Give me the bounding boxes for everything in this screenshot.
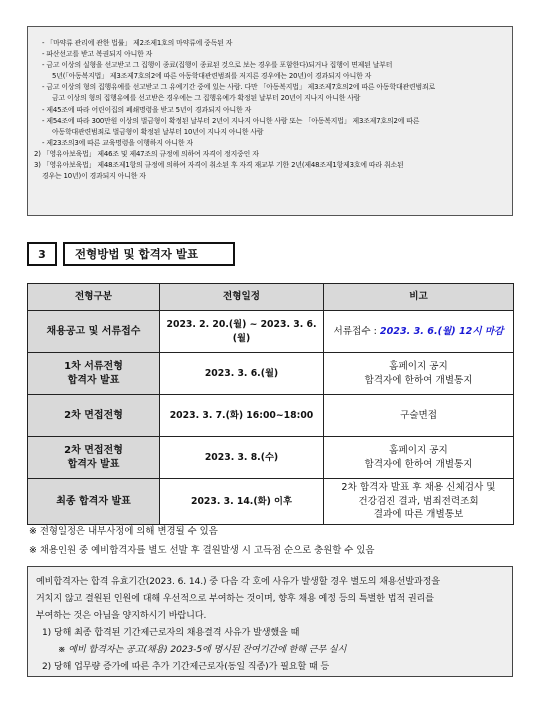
stage-label: 최종 합격자 발표 xyxy=(56,495,131,507)
column-header: 전형구분 xyxy=(28,284,160,311)
section-number: 3 xyxy=(27,242,57,266)
stage-label: 채용공고 및 서류접수 xyxy=(46,325,141,337)
column-header: 비고 xyxy=(324,284,514,311)
stage-label: 1차 서류전형 xyxy=(64,361,123,372)
disqualification-item-cont: 경우는 10년)이 경과되지 아니한 자 xyxy=(42,172,146,181)
stage-label: 합격자 발표 xyxy=(67,458,120,470)
disqualification-item-cont: 금고 이상의 형의 집행유예를 선고받은 경우에는 그 집행유예가 확정된 날부터 20년이 지나지 아니한 사람 xyxy=(52,94,361,103)
table-row xyxy=(28,479,514,525)
table-row xyxy=(28,437,514,479)
reserve-condition-item: 2) 당해 업무량 증가에 따른 추가 기간제근로자(동일 직종)가 필요할 때 등 xyxy=(42,662,330,672)
stage-cell xyxy=(28,479,160,525)
note-line: 건강검진 결과, 범죄전력조회 xyxy=(358,495,479,507)
note-line: 합격자에 한하여 개별통지 xyxy=(364,458,473,470)
section-title: 전형방법 및 합격자 발표 xyxy=(63,242,235,266)
disqualification-item: - 금고 이상의 형의 집행유예를 선고받고 그 유예기간 중에 있는 사람. 다만 「아동복지법」 제3조제7호의2에 따른 아동학대관련범죄로 xyxy=(42,83,435,92)
note-cell xyxy=(324,311,514,353)
date-cell: 2023. 3. 8.(수) xyxy=(160,437,324,479)
schedule-table xyxy=(27,283,514,525)
note-line: 결과에 따른 개별통보 xyxy=(373,509,464,521)
schedule-change-note: ※ 전형일정은 내부사정에 의해 변경될 수 있음 xyxy=(29,526,218,537)
note-cell xyxy=(324,479,514,525)
stage-label: 2차 면접전형 xyxy=(64,445,123,456)
note-line: 홈페이지 공지 xyxy=(389,361,448,372)
disqualification-item: 3) 「영유아보육법」 제48조제1항의 규정에 의하여 자격이 취소된 후 자격 재교부 기한 2년(제48조제1항제3호에 따라 취소된 xyxy=(34,161,404,170)
reserve-condition-note: ※ 예비 합격자는 공고(채용) 2023-5에 명시된 잔여기간에 한해 근무 실시 xyxy=(58,645,347,655)
note-line: 구술면접 xyxy=(399,409,438,421)
date-cell: 2023. 3. 14.(화) 이후 xyxy=(160,479,324,525)
date-cell: 2023. 3. 7.(화) 16:00~18:00 xyxy=(160,395,324,437)
note-cell xyxy=(324,353,514,395)
reserve-text-line: 예비합격자는 합격 유효기간(2023. 6. 14.) 중 다음 각 호에 사유가 발생할 경우 별도의 채용선발과정을 xyxy=(36,577,440,587)
table-row xyxy=(28,353,514,395)
disqualification-item-cont: 아동학대관련범죄로 벌금형이 확정된 날부터 10년이 지나지 아니한 사람 xyxy=(52,127,264,136)
reserve-text-line: 부여하는 것은 아님을 양지하시기 바랍니다. xyxy=(36,611,207,621)
disqualification-item: - 제45조에 따라 어린이집의 폐쇄명령을 받고 5년이 경과되지 아니한 자 xyxy=(42,105,252,114)
reserve-condition-item: 1) 당해 최종 합격된 기간제근로자의 채용결격 사유가 발생했을 때 xyxy=(42,628,300,638)
table-row xyxy=(28,395,514,437)
note-line: 합격자에 한하여 개별통지 xyxy=(364,374,473,386)
note-line: 2차 합격자 발표 후 채용 신체검사 및 xyxy=(341,482,496,494)
date-cell: 2023. 3. 6.(월) xyxy=(160,353,324,395)
disqualification-item: - 「마약류 관리에 관한 법률」 제2조제1호의 마약류에 중독된 자 xyxy=(42,39,233,47)
note-cell xyxy=(324,395,514,437)
note-prefix: 서류접수 : xyxy=(333,325,380,337)
stage-cell xyxy=(28,353,160,395)
reserve-text-line: 거치지 않고 결원된 인원에 대해 우선적으로 부여하는 것이며, 향후 채용 예정 등의 특별한 법적 권리를 xyxy=(36,594,434,604)
deadline-highlight: 2023. 3. 6.(월) 12시 마감 xyxy=(379,325,504,337)
reserve-candidate-box xyxy=(27,566,513,677)
column-header: 전형일정 xyxy=(160,284,324,311)
stage-cell xyxy=(28,311,160,353)
disqualification-item-cont: 5년(「아동복지법」 제3조제7호의2에 따른 아동학대관련범죄를 저지른 경우에는 20년)이 경과되지 아니한 자 xyxy=(52,72,372,81)
table-header-row xyxy=(28,284,514,311)
disqualification-item: - 제54조에 따라 300만원 이상의 벌금형이 확정된 날부터 2년이 지나지 아니한 사람 또는 「아동복지법」 제3조제7호의2에 따른 xyxy=(42,116,420,125)
stage-label: 2차 면접전형 xyxy=(64,409,123,421)
stage-cell xyxy=(28,395,160,437)
disqualification-item: 2) 「영유아보육법」 제46조 및 제47조의 규정에 의하여 자격이 정지중인 자 xyxy=(34,149,259,158)
section-header xyxy=(27,242,235,266)
stage-label: 합격자 발표 xyxy=(67,374,120,386)
disqualification-item: - 제23조의3에 따른 교육명령을 이행하지 아니한 자 xyxy=(42,138,193,147)
note-line: 홈페이지 공지 xyxy=(389,445,448,456)
stage-cell xyxy=(28,437,160,479)
disqualification-item: - 금고 이상의 실형을 선고받고 그 집행이 종료(집행이 종료된 것으로 보는 경우를 포함한다)되거나 집행이 면제된 날부터 xyxy=(42,61,393,70)
note-cell xyxy=(324,437,514,479)
disqualification-item: - 파산선고를 받고 복권되지 아니한 자 xyxy=(42,50,153,59)
date-cell: 2023. 2. 20.(월) ~ 2023. 3. 6.(월) xyxy=(160,311,324,353)
reserve-candidate-note: ※ 채용인원 중 예비합격자를 별도 선발 후 결원발생 시 고득점 순으로 충원할 수 있음 xyxy=(29,545,375,556)
table-row xyxy=(28,311,514,353)
eligibility-disqualification-box xyxy=(27,26,513,216)
